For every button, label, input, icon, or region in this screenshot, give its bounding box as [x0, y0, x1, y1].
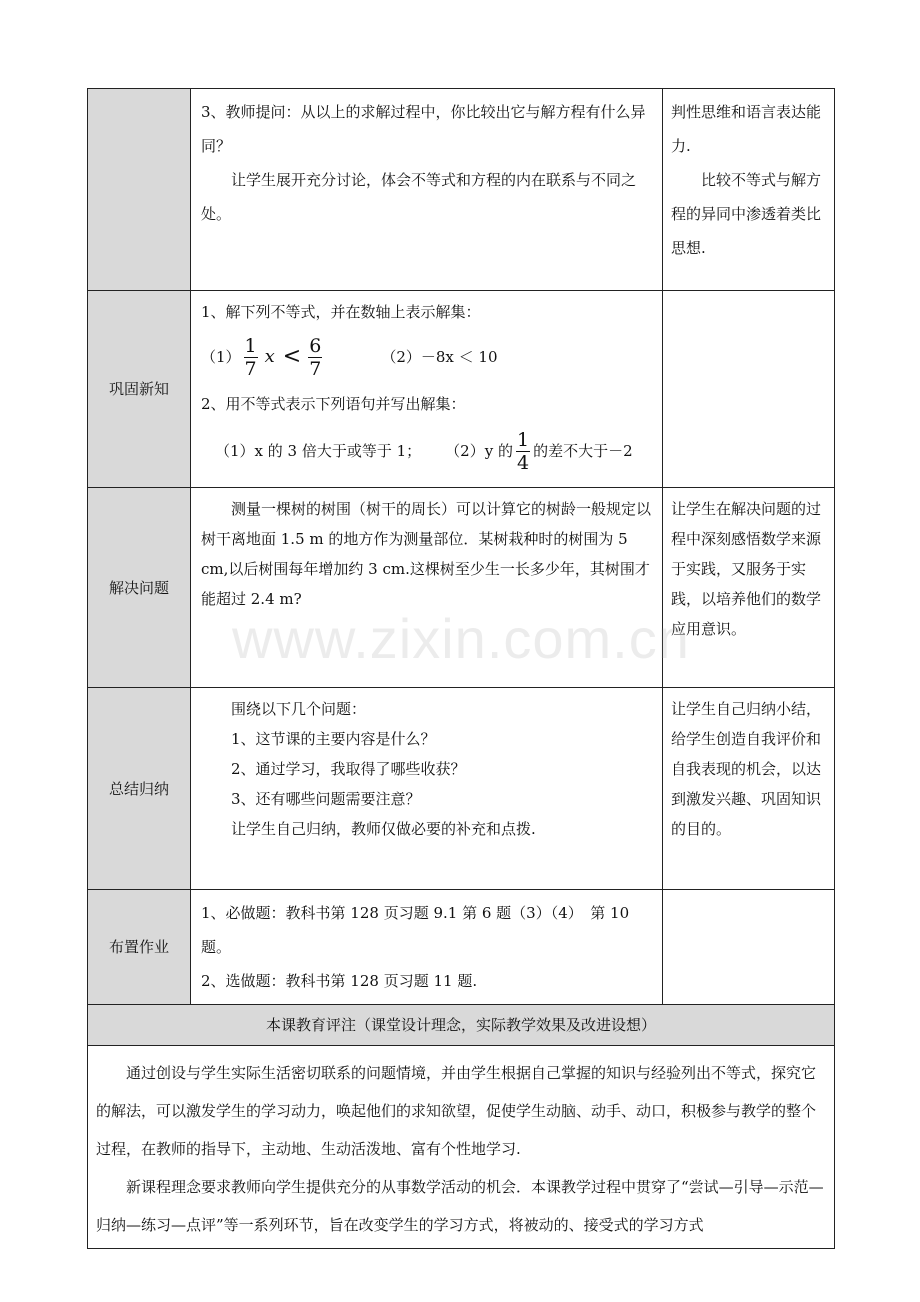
- fraction-one-quarter: [516, 429, 530, 474]
- exercise-2-item1: （1）x 的 3 倍大于或等于 1；: [215, 442, 422, 460]
- fraction-denominator: 7: [309, 357, 322, 380]
- homework-required: 1、必做题：教科书第 128 页习题 9.1 第 6 题（3）（4） 第 10 题。: [201, 904, 630, 956]
- exercise-2-prompt: 2、用不等式表示下列语句并写出解集：: [201, 395, 466, 413]
- fraction-denominator: 7: [244, 357, 257, 380]
- stage-cell-solve: 解决问题: [88, 488, 191, 688]
- exercise-2-items: [201, 421, 652, 481]
- content-cell-consolidate: [191, 291, 663, 488]
- exercise-2-item2-post: 的差不大于－2: [533, 442, 633, 460]
- exercise-1-items: [201, 327, 652, 387]
- evaluation-paragraph-2: 新课程理念要求教师向学生提供充分的从事数学活动的机会．本课教学过程中贯穿了“尝试—引导—示范—归纳—练习—点评”等一系列环节，旨在改变学生的学习方式，将被动的、接受式的学习方式: [96, 1178, 824, 1234]
- note-cell-summary: [663, 688, 835, 890]
- summary-question-2: 2、通过学习，我取得了哪些收获？: [231, 760, 466, 778]
- exercise-1-item1-label: （1）: [201, 348, 241, 366]
- discussion-text: 让学生展开充分讨论，体会不等式和方程的内在联系与不同之处。: [201, 171, 637, 223]
- note-solve: 让学生在解决问题的过程中深刻感悟数学来源于实践，又服务于实践，以培养他们的数学应用意识。: [671, 500, 822, 638]
- note-cell-consolidate: [663, 291, 835, 488]
- note-cell-solve: [663, 488, 835, 688]
- table-row-summary: [88, 688, 835, 890]
- note-cell-intro: [663, 89, 835, 291]
- math-variable-x: x: [264, 346, 275, 367]
- fraction-numerator: 1: [244, 334, 257, 357]
- summary-lead: 围绕以下几个问题：: [231, 700, 367, 718]
- fraction-numerator: 1: [516, 428, 530, 451]
- watermark-text: www.zixin.com.cn: [232, 607, 690, 670]
- exercise-1-prompt: 1、解下列不等式，并在数轴上表示解集：: [201, 303, 481, 321]
- tree-problem-text: 测量一棵树的树围（树干的周长）可以计算它的树龄一般规定以树干离地面 1.5 m 的地方作为测量部位．某树栽种时的树围为 5 cm,以后树围每年增加约 3 cm.这棵树至少生一长多少年，其树围才能超过 2.4 m?: [201, 500, 652, 608]
- table-row-intro: [88, 89, 835, 291]
- fraction-denominator: 4: [516, 451, 530, 474]
- table-row-evaluation-body: [88, 1046, 835, 1249]
- note-critical-thinking: 判性思维和语言表达能力.: [671, 103, 822, 155]
- homework-optional: 2、选做题：教科书第 128 页习题 11 题.: [201, 972, 478, 990]
- content-cell-homework: [191, 890, 663, 1005]
- teacher-question: 3、教师提问：从以上的求解过程中，你比较出它与解方程有什么异同？: [201, 103, 646, 155]
- summary-closing: 让学生自己归纳，教师仅做必要的补充和点拨.: [231, 820, 536, 838]
- table-row-evaluation-heading: [88, 1005, 835, 1046]
- note-analogy: 比较不等式与解方程的异同中渗透着类比思想.: [671, 171, 822, 257]
- table-row-solve: [88, 488, 835, 688]
- lesson-plan-page: [87, 88, 834, 1249]
- stage-cell-intro: [88, 89, 191, 291]
- content-cell-solve: [191, 488, 663, 688]
- evaluation-heading: 本课教育评注（课堂设计理念，实际教学效果及改进设想）: [88, 1005, 835, 1046]
- stage-cell-summary: 总结归纳: [88, 688, 191, 890]
- note-summary: 让学生自己归纳小结，给学生创造自我评价和自我表现的机会，以达到激发兴趣、巩固知识的目的。: [671, 700, 822, 838]
- table-row-consolidate: [88, 291, 835, 488]
- fraction-one-seventh: [244, 335, 258, 380]
- stage-cell-homework: 布置作业: [88, 890, 191, 1005]
- exercise-1-item2: （2）－8x ＜ 10: [381, 348, 498, 366]
- less-than-symbol: <: [282, 344, 302, 369]
- evaluation-body: [88, 1046, 835, 1249]
- evaluation-paragraph-1: 通过创设与学生实际生活密切联系的问题情境，并由学生根据自己掌握的知识与经验列出不等式，探究它的解法，可以激发学生的学习动力，唤起他们的求知欲望，促使学生动脑、动手、动口，积极参与教学的整个过程，在教师的指导下，主动地、生动活泼地、富有个性地学习.: [96, 1064, 817, 1158]
- note-cell-homework: [663, 890, 835, 1005]
- content-cell-summary: [191, 688, 663, 890]
- lesson-plan-table: [87, 88, 835, 1249]
- fraction-numerator: 6: [309, 334, 322, 357]
- fraction-six-sevenths: [308, 335, 322, 380]
- stage-cell-consolidate: 巩固新知: [88, 291, 191, 488]
- summary-question-1: 1、这节课的主要内容是什么？: [231, 730, 436, 748]
- summary-question-3: 3、还有哪些问题需要注意？: [231, 790, 421, 808]
- exercise-2-item2-pre: （2）y 的: [445, 442, 513, 460]
- table-row-homework: [88, 890, 835, 1005]
- content-cell-intro: [191, 89, 663, 291]
